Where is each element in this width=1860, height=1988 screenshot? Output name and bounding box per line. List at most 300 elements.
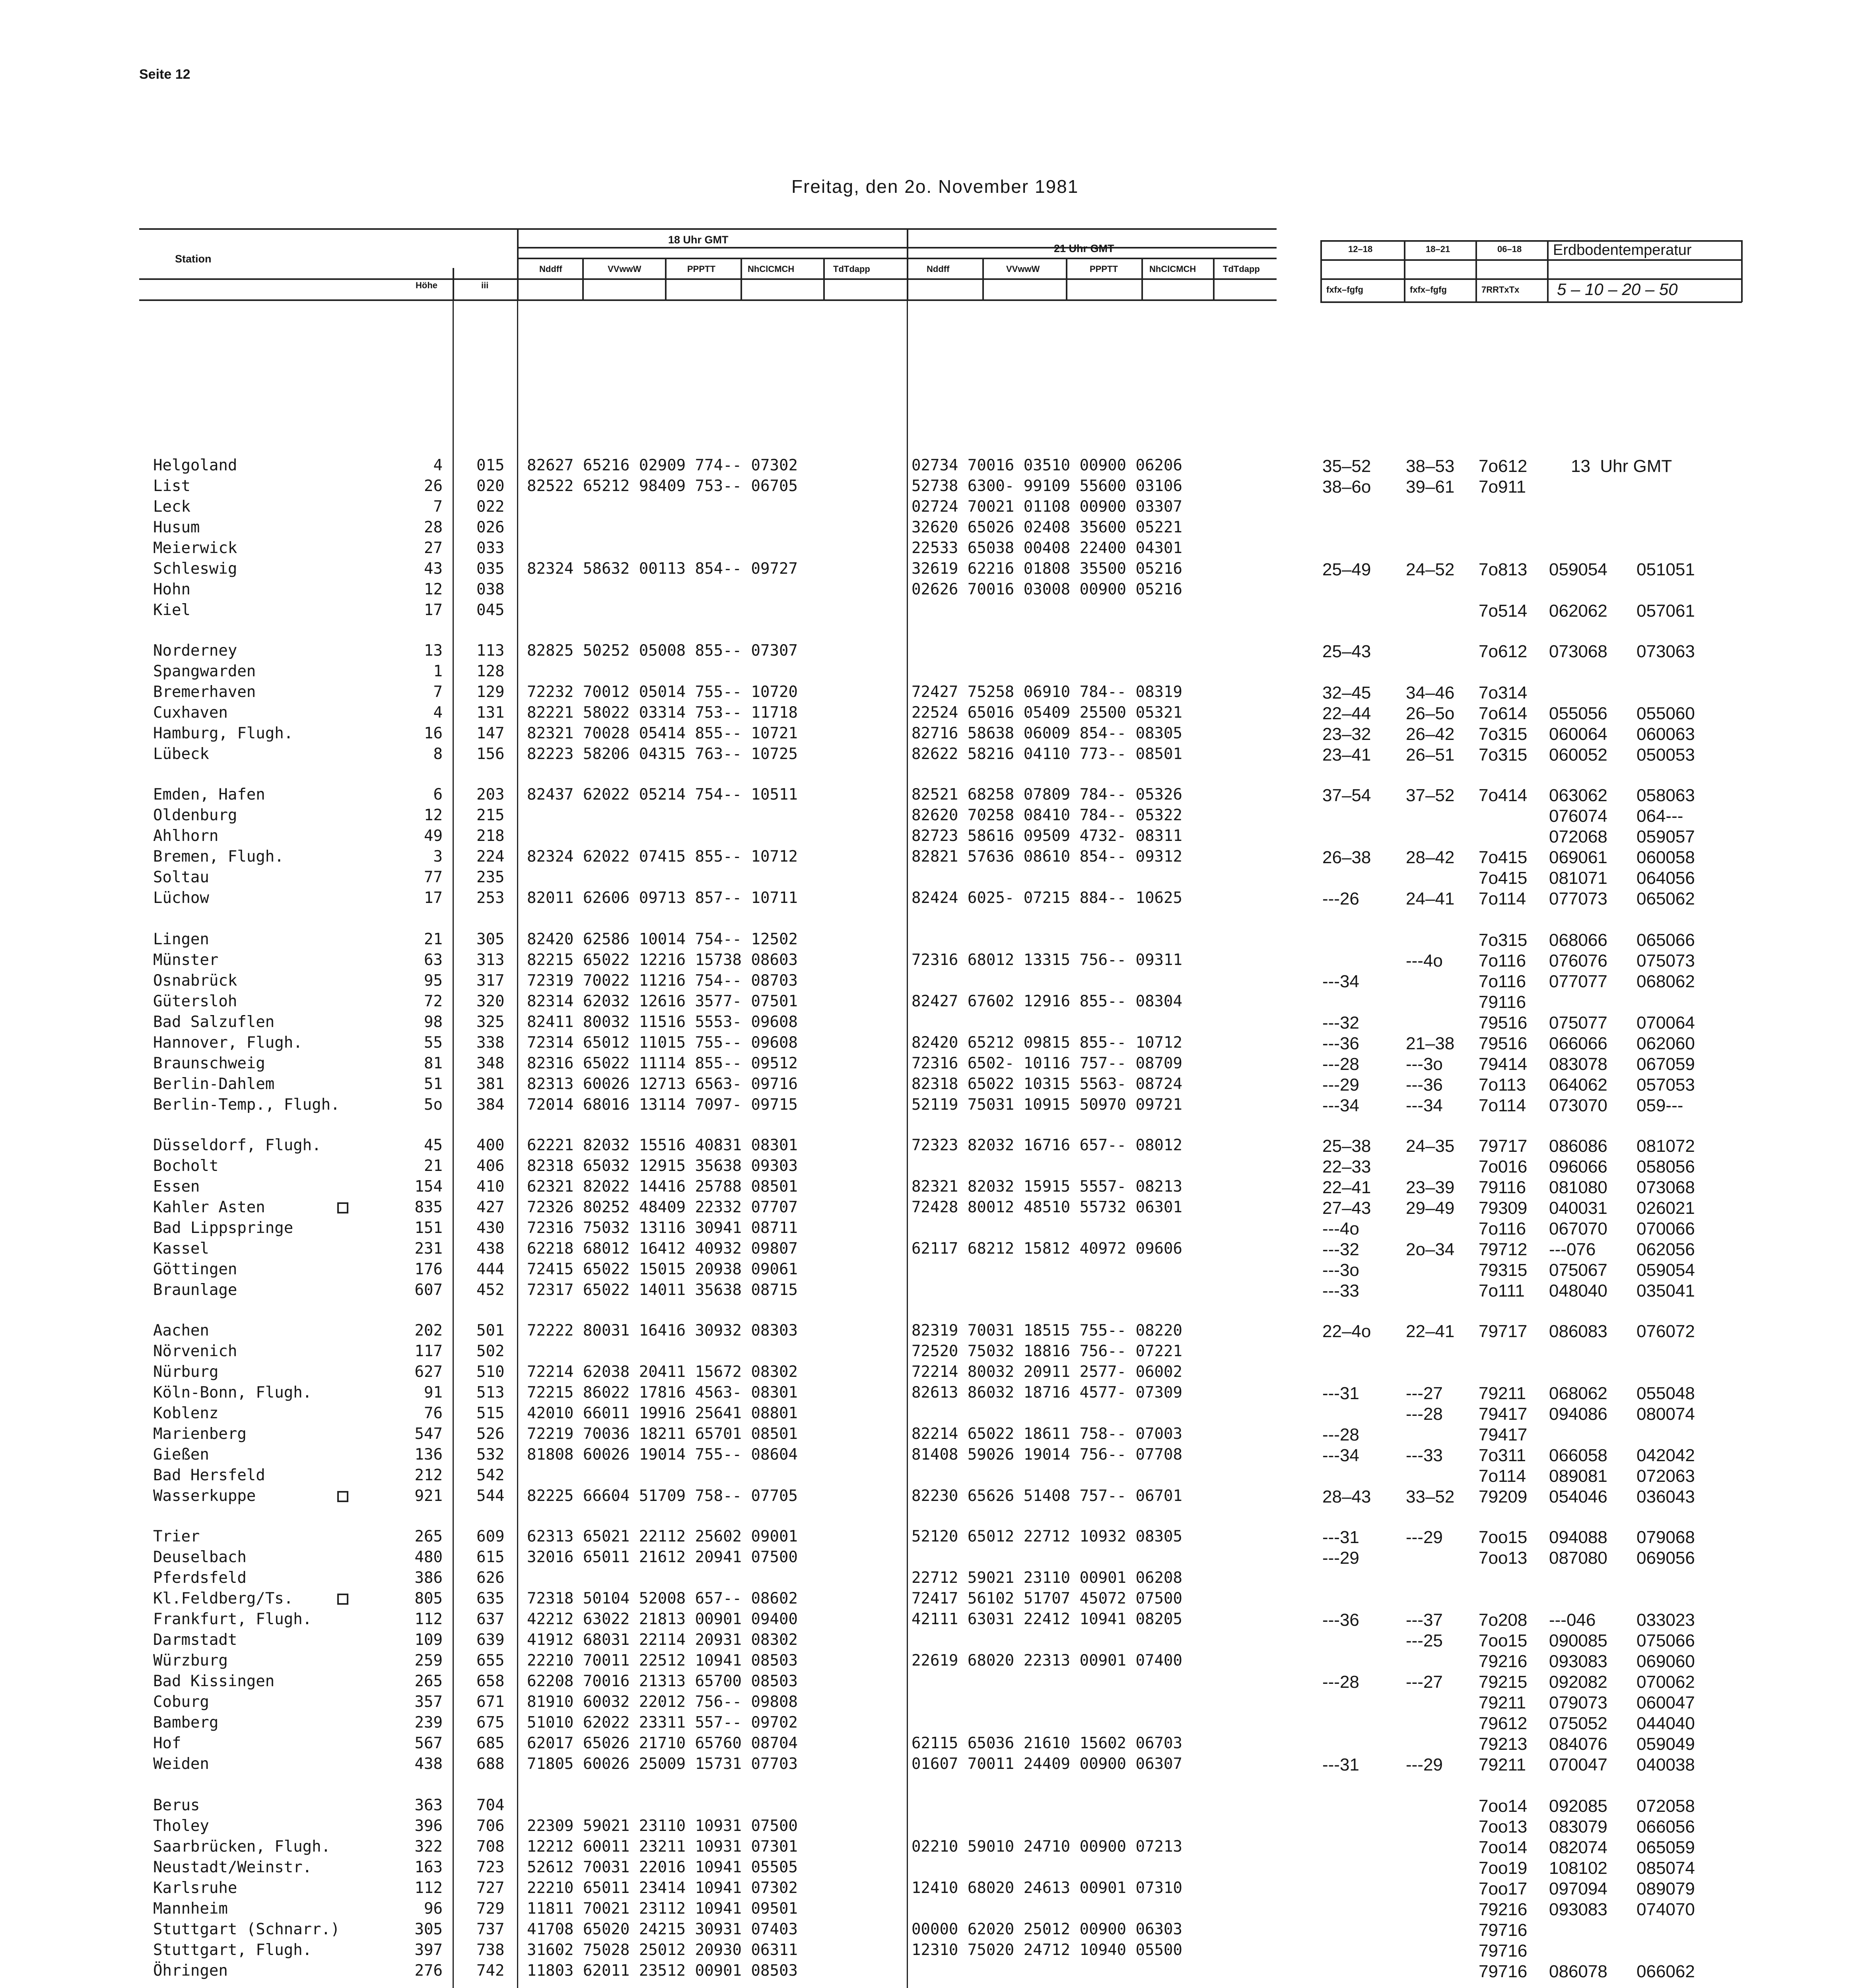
cell-name: Karlsruhe — [153, 1879, 237, 1897]
cell-h1: 23–41 — [1322, 745, 1371, 765]
table-row — [0, 1817, 1860, 1838]
table-row — [0, 1755, 1860, 1776]
table-row — [0, 1384, 1860, 1404]
cell-e2: 060063 — [1636, 724, 1695, 744]
cell-h: 77 — [424, 868, 443, 886]
cell-name: Schleswig — [153, 560, 237, 578]
cell-e1: 075077 — [1549, 1013, 1607, 1033]
header-period-2: 18–21 — [1426, 244, 1450, 254]
cell-h: 1 — [433, 662, 443, 680]
cell-h1: 22–41 — [1322, 1178, 1371, 1197]
cell-g18: 81910 60032 22012 756-- 09808 — [527, 1693, 798, 1711]
cell-name: Tholey — [153, 1817, 209, 1835]
cell-iii: 338 — [476, 1034, 505, 1052]
cell-h: 45 — [424, 1136, 443, 1154]
cell-name: Saarbrücken, Flugh. — [153, 1838, 331, 1856]
table-row — [0, 868, 1860, 889]
cell-e2: 040038 — [1636, 1755, 1695, 1774]
cell-g18: 62321 82022 14416 25788 08501 — [527, 1178, 798, 1196]
cell-tr: 79716 — [1479, 1962, 1528, 1981]
cell-e1: 069061 — [1549, 848, 1607, 867]
cell-iii: 615 — [476, 1548, 505, 1566]
cell-g18: 62313 65021 22112 25602 09001 — [527, 1528, 798, 1545]
cell-h: 13 — [424, 642, 443, 660]
cell-name: Coburg — [153, 1693, 209, 1711]
cell-name: Marienberg — [153, 1425, 247, 1443]
cell-g18: 81808 60026 19014 755-- 08604 — [527, 1446, 798, 1464]
header-period-2-sub: fxfx–fgfg — [1410, 285, 1447, 295]
cell-h: 8 — [433, 745, 443, 763]
cell-e2: 081072 — [1636, 1136, 1695, 1156]
cell-g18: 22309 59021 23110 10931 07500 — [527, 1817, 798, 1835]
cell-g18: 82324 62022 07415 855-- 10712 — [527, 848, 798, 866]
cell-g18: 82825 50252 05008 855-- 07307 — [527, 642, 798, 660]
cell-g18: 22210 65011 23414 10941 07302 — [527, 1879, 798, 1897]
table-row — [0, 1714, 1860, 1734]
cell-h: 396 — [414, 1817, 443, 1835]
cell-h2: 23–39 — [1406, 1178, 1455, 1197]
cell-h: 265 — [414, 1528, 443, 1545]
table-row — [0, 642, 1860, 662]
report-date: Freitag, den 2o. November 1981 — [791, 176, 1079, 197]
cell-tr: 7oo13 — [1479, 1548, 1528, 1568]
cell-g18: 72319 70022 11216 754-- 08703 — [527, 972, 798, 990]
cell-h1: ---34 — [1322, 1096, 1359, 1115]
cell-iii: 542 — [476, 1466, 505, 1484]
cell-e1: 083079 — [1549, 1817, 1607, 1837]
cell-g18: 41912 68031 22114 20931 08302 — [527, 1631, 798, 1649]
cell-iii: 609 — [476, 1528, 505, 1545]
cell-h: 12 — [424, 806, 443, 824]
cell-name: Deuselbach — [153, 1548, 247, 1566]
cell-name: Meierwick — [153, 539, 237, 557]
cell-h1: ---33 — [1322, 1281, 1359, 1301]
cell-name: Berlin-Temp., Flugh. — [153, 1096, 340, 1114]
cell-e1: 066066 — [1549, 1034, 1607, 1053]
cell-name: Essen — [153, 1178, 200, 1196]
cell-h1: 35–52 — [1322, 456, 1371, 476]
cell-iii: 015 — [476, 456, 505, 474]
table-row — [0, 1260, 1860, 1281]
table-row — [0, 1157, 1860, 1178]
cell-h: 17 — [424, 601, 443, 619]
cell-name: Kassel — [153, 1240, 209, 1258]
cell-h: 12 — [424, 580, 443, 598]
cell-e1: 079073 — [1549, 1693, 1607, 1712]
cell-e1: 072068 — [1549, 827, 1607, 846]
table-row — [0, 1013, 1860, 1034]
cell-tr: 79516 — [1479, 1034, 1528, 1053]
cell-h2: 37–52 — [1406, 786, 1455, 805]
cell-g18: 52612 70031 22016 10941 05505 — [527, 1858, 798, 1876]
table-row — [0, 1528, 1860, 1548]
cell-g18: 42010 66011 19916 25641 08801 — [527, 1404, 798, 1422]
cell-name: Aachen — [153, 1322, 209, 1340]
cell-tr: 7o612 — [1479, 456, 1528, 476]
cell-tr: 7o114 — [1479, 1096, 1526, 1115]
cell-tr: 7o116 — [1479, 951, 1526, 971]
cell-h2: ---28 — [1406, 1404, 1443, 1424]
cell-e1: 108102 — [1549, 1858, 1607, 1878]
cell-g21: 01607 70011 24409 00900 06307 — [912, 1755, 1182, 1773]
cell-e1: 081071 — [1549, 868, 1607, 888]
cell-h2: 26–51 — [1406, 745, 1455, 765]
cell-tr: 79315 — [1479, 1260, 1528, 1280]
header-iii: iii — [481, 280, 489, 290]
cell-iii: 410 — [476, 1178, 505, 1196]
cell-e2: 060058 — [1636, 848, 1695, 867]
cell-h1: 22–4o — [1322, 1322, 1371, 1341]
cell-e1: 096066 — [1549, 1157, 1607, 1176]
cell-iii: 635 — [476, 1590, 505, 1607]
cell-h: 265 — [414, 1672, 443, 1690]
cell-e1: 068062 — [1549, 1384, 1607, 1403]
cell-h: 112 — [414, 1879, 443, 1897]
cell-tr: 7o314 — [1479, 683, 1528, 703]
cell-h: 163 — [414, 1858, 443, 1876]
cell-g18: 72318 50104 52008 657-- 08602 — [527, 1590, 798, 1607]
table-row — [0, 1838, 1860, 1858]
table-row — [0, 1322, 1860, 1342]
cell-iii: 532 — [476, 1446, 505, 1464]
cell-name: Ahlhorn — [153, 827, 219, 845]
mountain-station-marker-icon — [337, 1202, 348, 1213]
mountain-station-marker-icon — [337, 1491, 348, 1502]
cell-h2: 26–5o — [1406, 704, 1455, 723]
cell-g21: 22533 65038 00408 22400 04301 — [912, 539, 1182, 557]
mountain-station-marker-icon — [337, 1594, 348, 1605]
header-18-nh: NhClCMCH — [748, 264, 795, 274]
cell-e2: 070066 — [1636, 1219, 1695, 1239]
table-row — [0, 951, 1860, 972]
cell-g21: 02734 70016 03510 00900 06206 — [912, 456, 1182, 474]
cell-name: Soltau — [153, 868, 209, 886]
cell-name: Leck — [153, 498, 190, 516]
cell-g21: 82319 70031 18515 755-- 08220 — [912, 1322, 1182, 1340]
table-row — [0, 456, 1860, 477]
cell-h: 363 — [414, 1796, 443, 1814]
cell-e1: 075067 — [1549, 1260, 1607, 1280]
cell-iii: 026 — [476, 518, 505, 536]
cell-h: 109 — [414, 1631, 443, 1649]
table-row — [0, 1425, 1860, 1446]
cell-g18: 82215 65022 12216 15738 08603 — [527, 951, 798, 969]
cell-e1: 093083 — [1549, 1652, 1607, 1671]
cell-h2: 21–38 — [1406, 1034, 1455, 1053]
table-row — [0, 1858, 1860, 1879]
cell-e2: 050053 — [1636, 745, 1695, 765]
cell-h2: ---37 — [1406, 1610, 1443, 1630]
table-row — [0, 662, 1860, 683]
cell-e2: 062060 — [1636, 1034, 1695, 1053]
cell-tr: 79116 — [1479, 992, 1526, 1012]
cell-e2: 085074 — [1636, 1858, 1695, 1878]
cell-tr: 7oo13 — [1479, 1817, 1528, 1837]
cell-h: 27 — [424, 539, 443, 557]
cell-g21: 00000 62020 25012 00900 06303 — [912, 1920, 1182, 1938]
cell-g18: 82011 62606 09713 857-- 10711 — [527, 889, 798, 907]
cell-iii: 235 — [476, 868, 505, 886]
cell-iii: 317 — [476, 972, 505, 990]
cell-tr: 79215 — [1479, 1672, 1528, 1692]
cell-h: 547 — [414, 1425, 443, 1443]
cell-g21: 82821 57636 08610 854-- 09312 — [912, 848, 1182, 866]
cell-iii: 427 — [476, 1198, 505, 1216]
header-gmt18: 18 Uhr GMT — [668, 234, 729, 246]
cell-h1: ---36 — [1322, 1610, 1359, 1630]
cell-e2: 066056 — [1636, 1817, 1695, 1837]
cell-e2: 060047 — [1636, 1693, 1695, 1712]
table-row — [0, 889, 1860, 910]
cell-name: Münster — [153, 951, 219, 969]
cell-g21: 82521 68258 07809 784-- 05326 — [912, 786, 1182, 804]
cell-h2: ---27 — [1406, 1384, 1443, 1403]
cell-h2: 24–52 — [1406, 560, 1455, 579]
cell-iii: 384 — [476, 1096, 505, 1114]
cell-tr: 79211 — [1479, 1693, 1526, 1712]
cell-tr: 79717 — [1479, 1136, 1528, 1156]
cell-iii: 738 — [476, 1941, 505, 1959]
table-row — [0, 1962, 1860, 1982]
cell-name: Mannheim — [153, 1900, 228, 1918]
table-row — [0, 1404, 1860, 1425]
cell-e2: 069056 — [1636, 1548, 1695, 1568]
cell-name: Gießen — [153, 1446, 209, 1464]
cell-h1: 25–38 — [1322, 1136, 1371, 1156]
cell-h: 43 — [424, 560, 443, 578]
cell-e1: 092082 — [1549, 1672, 1607, 1692]
cell-name: Pferdsfeld — [153, 1569, 247, 1587]
cell-name: Berus — [153, 1796, 200, 1814]
cell-e2: 069060 — [1636, 1652, 1695, 1671]
cell-g18: 72415 65022 15015 20938 09061 — [527, 1260, 798, 1278]
cell-tr: 79216 — [1479, 1652, 1528, 1671]
cell-tr: 79209 — [1479, 1487, 1528, 1507]
header-station: Station — [175, 253, 212, 265]
cell-iii: 035 — [476, 560, 505, 578]
cell-h: 7 — [433, 498, 443, 516]
cell-g18: 82223 58206 04315 763-- 10725 — [527, 745, 798, 763]
cell-e1: 077077 — [1549, 972, 1607, 991]
cell-h: 627 — [414, 1363, 443, 1381]
cell-e2: 072058 — [1636, 1796, 1695, 1816]
cell-h1: 27–43 — [1322, 1198, 1371, 1218]
cell-g18: 82316 65022 11114 855-- 09512 — [527, 1054, 798, 1072]
cell-e2: 074070 — [1636, 1900, 1695, 1919]
cell-iii: 129 — [476, 683, 505, 701]
table-row — [0, 786, 1860, 806]
cell-tr: 79716 — [1479, 1920, 1528, 1940]
cell-g21: 42111 63031 22412 10941 08205 — [912, 1610, 1182, 1628]
header-gmt21: 21 Uhr GMT — [1054, 243, 1114, 254]
cell-e1: 086083 — [1549, 1322, 1607, 1341]
table-row — [0, 560, 1860, 580]
cell-g18: 82420 62586 10014 754-- 12502 — [527, 930, 798, 948]
cell-h2: 38–53 — [1406, 456, 1455, 476]
cell-tr: 7oo19 — [1479, 1858, 1528, 1878]
table-row — [0, 1466, 1860, 1487]
cell-tr: 7o208 — [1479, 1610, 1528, 1630]
cell-iii: 203 — [476, 786, 505, 804]
cell-tr: 7o116 — [1479, 972, 1526, 991]
table-row — [0, 1569, 1860, 1590]
cell-tr: 79216 — [1479, 1900, 1528, 1919]
cell-iii: 406 — [476, 1157, 505, 1175]
table-row — [0, 1198, 1860, 1219]
cell-e1: 094088 — [1549, 1528, 1607, 1547]
cell-h2: ---33 — [1406, 1446, 1443, 1465]
cell-iii: 626 — [476, 1569, 505, 1587]
cell-name: Hof — [153, 1734, 181, 1752]
table-row — [0, 1693, 1860, 1714]
cell-g18: 72316 75032 13116 30941 08711 — [527, 1219, 798, 1237]
cell-e2: 065062 — [1636, 889, 1695, 909]
cell-h1: ---34 — [1322, 972, 1359, 991]
table-row — [0, 806, 1860, 827]
table-row — [0, 724, 1860, 745]
cell-tr: 79612 — [1479, 1714, 1528, 1733]
cell-name: Hannover, Flugh. — [153, 1034, 303, 1052]
cell-tr: 7o415 — [1479, 848, 1528, 867]
cell-iii: 022 — [476, 498, 505, 516]
cell-h: 4 — [433, 704, 443, 722]
cell-tr: 7o114 — [1479, 889, 1526, 909]
cell-g18: 62218 68012 16412 40932 09807 — [527, 1240, 798, 1258]
table-row — [0, 1487, 1860, 1508]
cell-h: 202 — [414, 1322, 443, 1340]
cell-name: Kahler Asten — [153, 1198, 265, 1216]
cell-tr: 79417 — [1479, 1404, 1528, 1424]
cell-g18: 82225 66604 51709 758-- 07705 — [527, 1487, 798, 1505]
cell-h1: 22–44 — [1322, 704, 1371, 723]
cell-h1: ---26 — [1322, 889, 1359, 909]
cell-g18: 32016 65011 21612 20941 07500 — [527, 1548, 798, 1566]
cell-e2: 079068 — [1636, 1528, 1695, 1547]
cell-g18: 72326 80252 48409 22332 07707 — [527, 1198, 798, 1216]
cell-e2: 044040 — [1636, 1714, 1695, 1733]
table-row — [0, 518, 1860, 539]
table-row — [0, 498, 1860, 518]
cell-e1: 073070 — [1549, 1096, 1607, 1115]
cell-g18: 62208 70016 21313 65700 08503 — [527, 1672, 798, 1690]
cell-e1: 060064 — [1549, 724, 1607, 744]
cell-e2: 070062 — [1636, 1672, 1695, 1692]
cell-tr: 79717 — [1479, 1322, 1528, 1341]
cell-h2: ---29 — [1406, 1528, 1443, 1547]
cell-g21: 62117 68212 15812 40972 09606 — [912, 1240, 1182, 1258]
cell-h: 397 — [414, 1941, 443, 1959]
cell-h: 21 — [424, 930, 443, 948]
cell-g21: 02724 70021 01108 00900 03307 — [912, 498, 1182, 516]
cell-h: 63 — [424, 951, 443, 969]
cell-tr: 7o311 — [1479, 1446, 1526, 1465]
cell-g21: 02626 70016 03008 00900 05216 — [912, 580, 1182, 598]
cell-g21: 52119 75031 10915 50970 09721 — [912, 1096, 1182, 1114]
cell-iii: 737 — [476, 1920, 505, 1938]
cell-g18: 72214 62038 20411 15672 08302 — [527, 1363, 798, 1381]
table-row — [0, 601, 1860, 622]
table-row — [0, 848, 1860, 868]
cell-g21: 82318 65022 10315 5563- 08724 — [912, 1075, 1182, 1093]
cell-e2: 051051 — [1636, 560, 1695, 579]
table-row — [0, 1219, 1860, 1240]
cell-iii: 128 — [476, 662, 505, 680]
cell-g18: 11803 62011 23512 00901 08503 — [527, 1962, 798, 1980]
table-row — [0, 1136, 1860, 1157]
cell-name: Würzburg — [153, 1652, 228, 1670]
header-erdboden-depths: 5 – 10 – 20 – 50 — [1557, 280, 1678, 299]
cell-tr: 7o016 — [1479, 1157, 1528, 1176]
cell-e2: 076072 — [1636, 1322, 1695, 1341]
cell-h2: 22–41 — [1406, 1322, 1455, 1341]
cell-h: 4 — [433, 456, 443, 474]
cell-g21: 82214 65022 18611 758-- 07003 — [912, 1425, 1182, 1443]
cell-iii: 038 — [476, 580, 505, 598]
cell-g21: 82424 6025- 07215 884-- 10625 — [912, 889, 1182, 907]
header-erdboden: Erdbodentemperatur — [1553, 242, 1692, 258]
cell-e2: 042042 — [1636, 1446, 1695, 1465]
cell-iii: 224 — [476, 848, 505, 866]
cell-g21: 82613 86032 18716 4577- 07309 — [912, 1384, 1182, 1402]
cell-g21: 02210 59010 24710 00900 07213 — [912, 1838, 1182, 1856]
header-21-nh: NhClCMCH — [1149, 264, 1196, 274]
table-row — [0, 704, 1860, 724]
cell-note: 13 Uhr GMT — [1571, 456, 1672, 476]
cell-tr: 7oo14 — [1479, 1838, 1528, 1857]
cell-h1: ---31 — [1322, 1755, 1359, 1774]
cell-iii: 253 — [476, 889, 505, 907]
cell-h: 176 — [414, 1260, 443, 1278]
cell-g18: 22210 70011 22512 10941 08503 — [527, 1652, 798, 1670]
cell-name: Trier — [153, 1528, 200, 1545]
cell-e2: 067059 — [1636, 1054, 1695, 1074]
cell-iii: 348 — [476, 1054, 505, 1072]
cell-g21: 22712 59021 23110 00901 06208 — [912, 1569, 1182, 1587]
cell-g18: 82321 70028 05414 855-- 10721 — [527, 724, 798, 742]
cell-h2: 28–42 — [1406, 848, 1455, 867]
cell-g18: 72232 70012 05014 755-- 10720 — [527, 683, 798, 701]
cell-name: Bad Kissingen — [153, 1672, 275, 1690]
cell-name: Bremerhaven — [153, 683, 256, 701]
cell-h: 212 — [414, 1466, 443, 1484]
cell-g21: 72316 68012 13315 756-- 09311 — [912, 951, 1182, 969]
cell-e1: 084076 — [1549, 1734, 1607, 1754]
table-row — [0, 1900, 1860, 1920]
cell-e1: 048040 — [1549, 1281, 1607, 1301]
cell-h1: ---28 — [1322, 1054, 1359, 1074]
cell-h1: 28–43 — [1322, 1487, 1371, 1507]
cell-e2: 075073 — [1636, 951, 1695, 971]
cell-h2: 26–42 — [1406, 724, 1455, 744]
cell-h: 259 — [414, 1652, 443, 1670]
cell-name: Braunschweig — [153, 1054, 265, 1072]
cell-h1: ---3o — [1322, 1260, 1359, 1280]
cell-g18: 82314 62032 12616 3577- 07501 — [527, 992, 798, 1010]
cell-e2: 062056 — [1636, 1240, 1695, 1259]
cell-g21: 82321 82032 15915 5557- 08213 — [912, 1178, 1182, 1196]
cell-h: 26 — [424, 477, 443, 495]
cell-iii: 033 — [476, 539, 505, 557]
cell-tr: 79516 — [1479, 1013, 1528, 1033]
cell-iii: 320 — [476, 992, 505, 1010]
cell-name: Stuttgart, Flugh. — [153, 1941, 312, 1959]
cell-g21: 12410 68020 24613 00901 07310 — [912, 1879, 1182, 1897]
cell-g21: 52738 6300- 99109 55600 03106 — [912, 477, 1182, 495]
header-period-1-sub: fxfx–fgfg — [1326, 285, 1363, 295]
cell-name: Kl.Feldberg/Ts. — [153, 1590, 293, 1607]
cell-tr: 7o113 — [1479, 1075, 1526, 1095]
cell-tr: 7o415 — [1479, 868, 1528, 888]
